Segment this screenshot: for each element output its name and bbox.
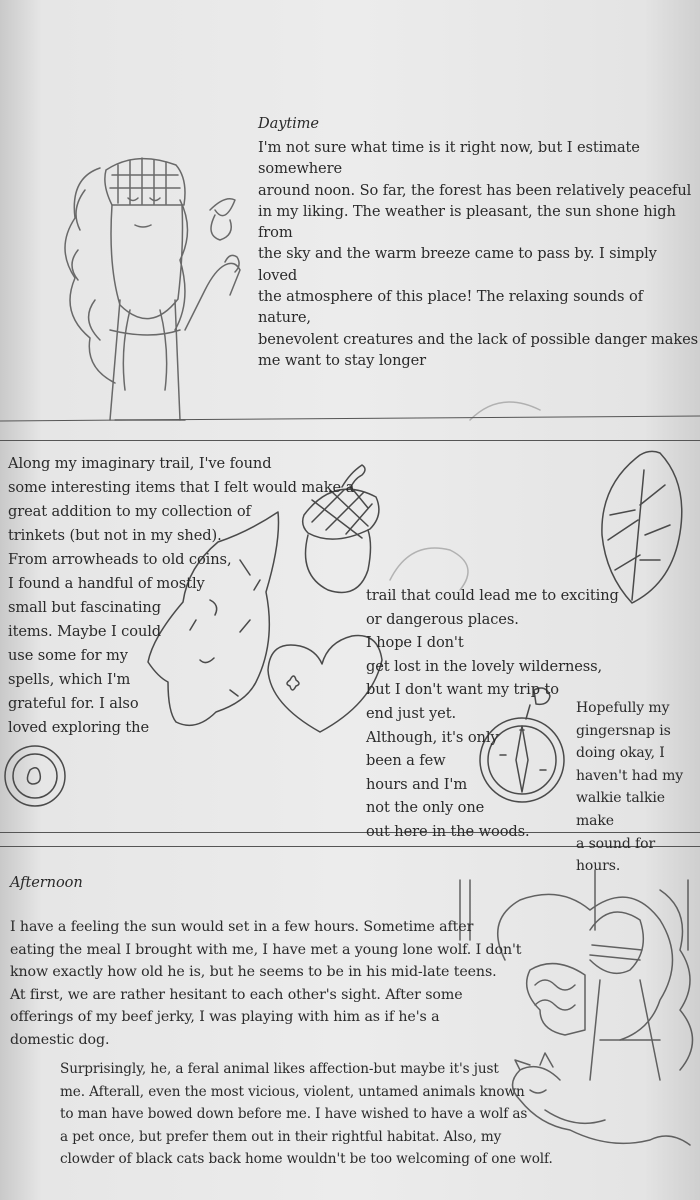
trail-left-line: great addition to my collection of [8, 503, 251, 520]
trail-right-line: walkie talkie make [576, 790, 665, 829]
afternoon-line: At first, we are rather hesitant to each other's sight. After some [10, 986, 463, 1003]
trail-middle-line: or dangerous places. [366, 610, 519, 628]
trail-left-paragraph [8, 452, 354, 740]
trail-middle-line: end just yet. [366, 704, 457, 722]
daytime-heading: Daytime [258, 115, 319, 132]
section-divider-top-2 [0, 440, 700, 441]
trail-middle-line: Although, it's only [366, 728, 499, 746]
afternoon-line: clowder of black cats back home wouldn't be too welcoming of one wolf. [60, 1151, 553, 1168]
trail-right-line: doing okay, I [576, 745, 665, 762]
trail-left-line: From arrowheads to old coins, [8, 551, 232, 568]
faint-swirl-doodles [390, 402, 540, 590]
daytime-line: in my liking. The weather is pleasant, the sun shone high from [258, 202, 676, 242]
afternoon-line: offerings of my beef jerky, I was playing with him as if he's a [10, 1009, 440, 1025]
daytime-line: around noon. So far, the forest has been relatively peaceful [258, 181, 692, 199]
daytime-paragraph [258, 137, 700, 371]
coin-drawing [5, 746, 65, 806]
trail-middle-line: I hope I don't [366, 634, 464, 652]
trail-left-line: use some for my [8, 647, 128, 664]
trail-right-line: Hopefully my [576, 700, 670, 716]
afternoon-paragraph-2 [60, 1058, 553, 1171]
afternoon-line: I have a feeling the sun would set in a few hours. Sometime after [10, 919, 474, 935]
trail-left-line: loved exploring the [8, 719, 150, 736]
trail-right-line: gingersnap is [576, 722, 671, 739]
trail-right-line: a sound for hours. [576, 835, 656, 875]
daytime-line: the sky and the warm breeze came to pass by. I simply loved [258, 245, 657, 284]
daytime-line: benevolent creatures and the lack of possible danger makes [258, 330, 699, 348]
girl-waving-drawing [65, 158, 240, 420]
trail-middle-line: not the only one [366, 799, 485, 817]
trail-left-line: grateful for. I also [8, 695, 139, 712]
leaf-drawing [602, 451, 682, 603]
afternoon-line: Surprisingly, he, a feral animal likes affection-but maybe it's just [60, 1061, 499, 1077]
trail-left-line: small but fascinating [8, 599, 161, 616]
afternoon-line: know exactly how old he is, but he seems to be in his mid-late teens. [10, 964, 497, 980]
trail-left-line: some interesting items that I felt would make a [8, 479, 355, 496]
trail-left-line: trinkets (but not in my shed). [8, 527, 222, 544]
trail-left-line: I found a handful of mostly [8, 575, 205, 592]
afternoon-line: eating the meal I brought with me, I have met a young lone wolf. I don't [10, 941, 522, 958]
afternoon-line: domestic dog. [10, 1031, 110, 1048]
trail-right-line: haven't had my [576, 767, 684, 784]
afternoon-line: to man have bowed down before me. I have wished to have a wolf as [60, 1106, 528, 1123]
trail-middle-line: hours and I'm [366, 775, 468, 793]
afternoon-line: me. Afterall, even the most vicious, violent, untamed animals known [60, 1083, 525, 1100]
trail-left-line: Along my imaginary trail, I've found [8, 455, 272, 472]
afternoon-heading: Afternoon [10, 874, 83, 891]
trail-middle-line: but I don't want my trip to [366, 681, 559, 699]
trail-left-line: spells, which I'm [8, 671, 131, 688]
daytime-line: I'm not sure what time is it right now, but I estimate somewhere [258, 139, 640, 178]
trail-middle-line: been a few [366, 752, 446, 770]
trail-right-paragraph [576, 697, 700, 878]
afternoon-line: a pet once, but prefer them out in their rightful habitat. Also, my [60, 1128, 502, 1145]
trail-middle-line: get lost in the lovely wilderness, [366, 657, 603, 675]
trail-left-line: items. Maybe I could [8, 623, 162, 640]
afternoon-paragraph-1 [10, 916, 521, 1051]
daytime-line: the atmosphere of this place! The relaxing sounds of nature, [258, 288, 643, 327]
daytime-line: me want to stay longer [258, 351, 427, 369]
trail-middle-line: trail that could lead me to exciting [366, 587, 619, 604]
trail-middle-line: out here in the woods. [366, 822, 530, 840]
